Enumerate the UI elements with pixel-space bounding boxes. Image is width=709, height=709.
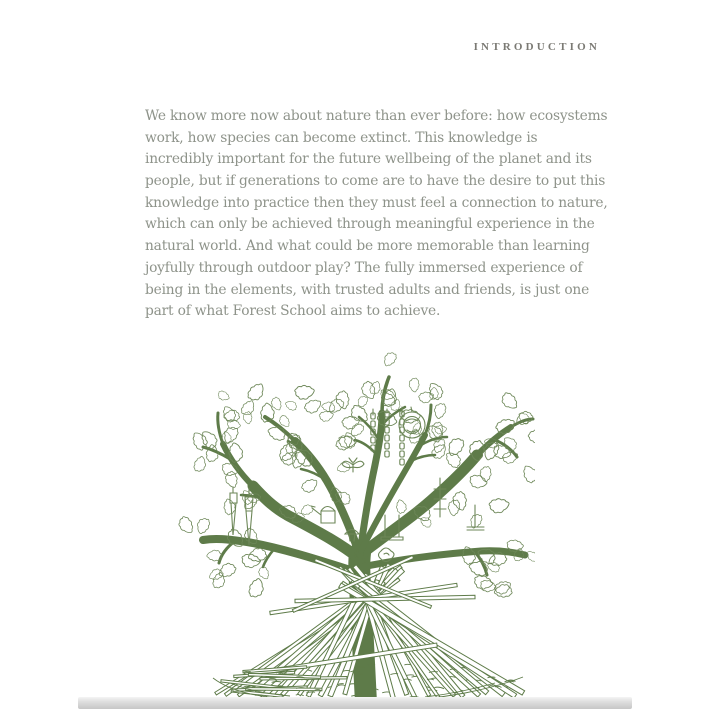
paragraph-line: which can only be achieved through meaningful experience in the	[145, 216, 595, 233]
page-bottom-edge-shadow	[78, 697, 632, 709]
intro-paragraph	[145, 106, 608, 323]
tree-den-illustration	[175, 345, 535, 709]
paragraph-line: natural world. And what could be more memorable than learning	[145, 238, 590, 255]
knife-icon	[245, 497, 253, 545]
running-head-introduction: INTRODUCTION	[473, 41, 600, 53]
paragraph-line: joyfully through outdoor play? The fully immersed experience of	[145, 259, 583, 276]
paragraph-line: We know more now about nature than ever before: how ecosystems	[145, 108, 608, 124]
butterfly-icon	[342, 458, 364, 472]
watering-can-icon	[311, 506, 335, 523]
paragraph-line: part of what Forest School aims to achieve.	[145, 303, 441, 320]
paragraph-line: work, how species can become extinct. This knowledge is	[145, 129, 538, 146]
paragraph-line: incredibly important for the future wellbeing of the planet and its	[145, 151, 592, 168]
paragraph-line: people, but if generations to come are to have the desire to put this	[145, 173, 606, 190]
paragraph-line: knowledge into practice then they must feel a connection to nature,	[145, 194, 608, 211]
paragraph-line: being in the elements, with trusted adults and friends, is just one	[145, 281, 590, 298]
wreath-icon	[406, 407, 418, 432]
